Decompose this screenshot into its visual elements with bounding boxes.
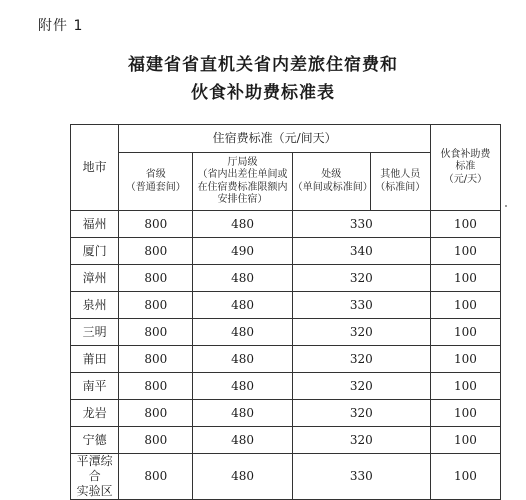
- attachment-label: 附件 1: [38, 18, 84, 34]
- header-division-line: 处级: [321, 169, 342, 180]
- provincial-cell: 800: [119, 265, 193, 292]
- bureau-cell: 480: [193, 346, 293, 373]
- division-others-cell: 320: [292, 265, 430, 292]
- city-cell: 福州: [71, 211, 119, 238]
- division-others-cell: 340: [292, 238, 430, 265]
- division-others-cell: 320: [292, 319, 430, 346]
- table-row: [71, 211, 501, 238]
- header-others-line: 其他人员: [380, 169, 421, 180]
- table-row: [71, 346, 501, 373]
- division-others-cell: 330: [292, 454, 430, 500]
- header-division: [292, 153, 373, 211]
- provincial-cell: 800: [119, 427, 193, 454]
- meal-cell: 100: [430, 211, 500, 238]
- city-cell-line: 实验区: [76, 484, 113, 498]
- meal-cell: 100: [430, 346, 500, 373]
- provincial-cell: 800: [119, 454, 193, 500]
- bureau-cell: 480: [193, 373, 293, 400]
- meal-cell: 100: [430, 427, 500, 454]
- city-cell: 漳州: [71, 265, 119, 292]
- header-provincial-line: 省级: [145, 169, 166, 180]
- table-row: [71, 265, 501, 292]
- scan-dot: [505, 205, 507, 207]
- provincial-cell: 800: [119, 346, 193, 373]
- city-cell: 泉州: [71, 292, 119, 319]
- city-cell: 龙岩: [71, 400, 119, 427]
- city-cell-line: 平潭综合: [76, 454, 113, 483]
- header-bureau-line: 在住宿费标准限额内: [197, 181, 288, 193]
- table-row: [71, 238, 501, 265]
- division-others-cell: 320: [292, 373, 430, 400]
- header-meal: [430, 125, 500, 211]
- division-others-cell: 320: [292, 346, 430, 373]
- header-city: 地市: [71, 125, 119, 211]
- header-provincial: [119, 153, 193, 211]
- provincial-cell: 800: [119, 373, 193, 400]
- meal-cell: 100: [430, 292, 500, 319]
- city-cell: 宁德: [71, 427, 119, 454]
- header-meal-line: 标准: [455, 161, 476, 173]
- division-others-cell: 330: [292, 211, 430, 238]
- meal-cell: 100: [430, 265, 500, 292]
- bureau-cell: 490: [193, 238, 293, 265]
- table-row: [71, 427, 501, 454]
- city-cell: 三明: [71, 319, 119, 346]
- division-others-cell: 320: [292, 400, 430, 427]
- bureau-cell: 480: [193, 454, 293, 500]
- meal-cell: 100: [430, 400, 500, 427]
- table-row: [71, 454, 501, 500]
- meal-cell: 100: [430, 454, 500, 500]
- division-others-cell: 320: [292, 427, 430, 454]
- bureau-cell: 480: [193, 400, 293, 427]
- header-meal-line: 伙食补助费: [440, 148, 491, 160]
- table-row: [71, 373, 501, 400]
- standards-table: [70, 124, 501, 500]
- bureau-cell: 480: [193, 319, 293, 346]
- header-lodging-group: 住宿费标准（元/间天）: [119, 125, 431, 153]
- header-bureau-line: 厅局级: [227, 156, 258, 168]
- city-cell: 厦门: [71, 238, 119, 265]
- bureau-cell: 480: [193, 211, 293, 238]
- city-cell: 莆田: [71, 346, 119, 373]
- header-bureau: [193, 153, 293, 211]
- header-meal-line: （元/天）: [443, 173, 488, 185]
- table-row: [71, 319, 501, 346]
- provincial-cell: 800: [119, 292, 193, 319]
- provincial-cell: 800: [119, 238, 193, 265]
- meal-cell: 100: [430, 319, 500, 346]
- city-cell: [71, 454, 119, 500]
- header-others: [370, 153, 430, 211]
- table-row: [71, 400, 501, 427]
- meal-cell: 100: [430, 238, 500, 265]
- table-row: [71, 292, 501, 319]
- header-bureau-line: 安排住宿）: [217, 194, 268, 205]
- header-others-line: （标准间）: [375, 181, 426, 193]
- header-provincial-line: （普通套间）: [125, 181, 186, 193]
- bureau-cell: 480: [193, 427, 293, 454]
- document-title-line-1: 福建省省直机关省内差旅住宿费和: [128, 55, 398, 75]
- header-bureau-line: （省内出差住单间或: [197, 169, 288, 180]
- provincial-cell: 800: [119, 319, 193, 346]
- bureau-cell: 480: [193, 292, 293, 319]
- bureau-cell: 480: [193, 265, 293, 292]
- meal-cell: 100: [430, 373, 500, 400]
- provincial-cell: 800: [119, 211, 193, 238]
- provincial-cell: 800: [119, 400, 193, 427]
- header-division-line: （单间或标准间）: [292, 181, 373, 193]
- city-cell: 南平: [71, 373, 119, 400]
- division-others-cell: 330: [292, 292, 430, 319]
- document-title-line-2: 伙食补助费标准表: [191, 83, 335, 103]
